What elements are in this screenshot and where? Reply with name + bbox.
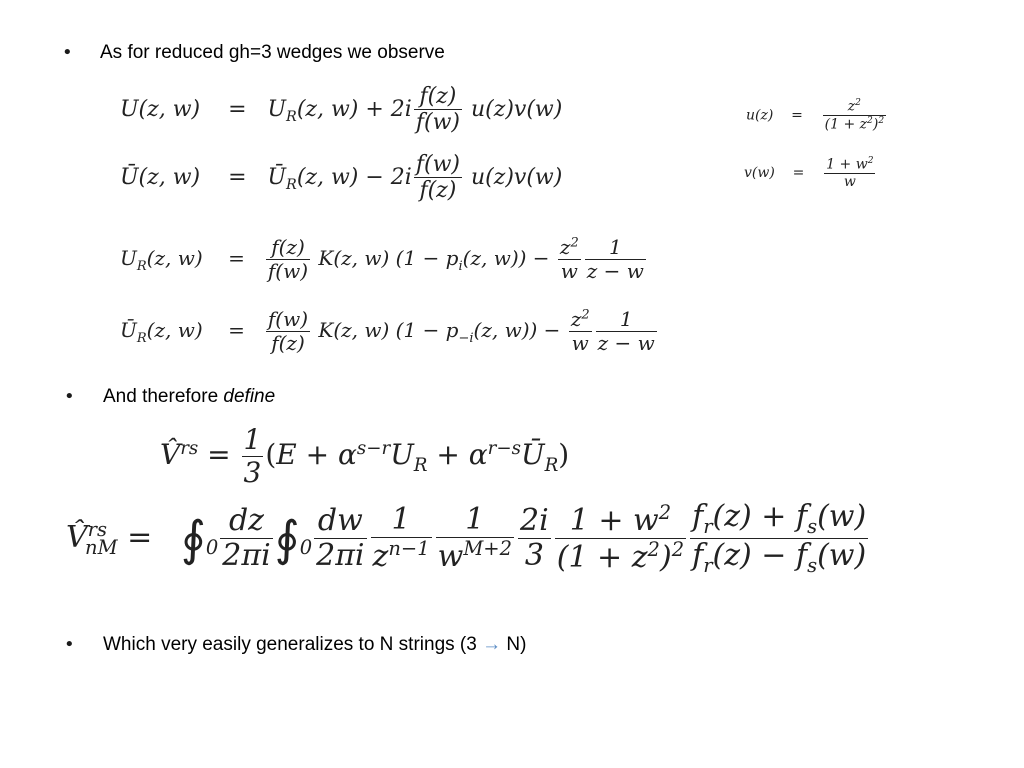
bullet-marker: • xyxy=(62,42,73,63)
bullet-text-2 xyxy=(103,386,275,408)
bullet-text-1: As for reduced gh=3 wedges we observe xyxy=(100,42,445,63)
bullet-text-3-post: N) xyxy=(501,634,527,655)
equation-v-hat-nm: V̂$^{rs}_{nM}$ = $∮_0$ $\frac{dz}{2\pi i}$ $∮_0$ $\frac{dw}{2\pi i}$ $\frac{1}{z^{n-1}}$ $\frac{1}{w^{M+2}}$ $\frac{2i}{3}$ $\frac{1 + w^2}{(1 + z^2)^2}$ $\frac{f_r(z) + f_s(w)}{f_r(z) - f_s(w)}$ xyxy=(66,499,867,578)
bullet-text-3 xyxy=(103,634,526,656)
bullet-text-2-plain: And therefore xyxy=(103,386,224,407)
bullet-text-3-pre: Which very easily generalizes to N strings (3 xyxy=(103,634,483,655)
equation-u-r: $U_R(z$, w) = $\frac{f(z)}{f(w)}$ K(z, w) ($1 - p_i(z$, w)) − $\frac{z^2}{w}$ $\frac{1}{z - w}$ xyxy=(120,235,644,283)
equation-v-hat: V̂$^{rs}$ = $\frac{1}{3}$ ($E + \alpha^{s-r}U_R$ + $\alpha^{r-s}Ū_R$) xyxy=(160,423,570,490)
equation-u: U(z, w) = $U_R(z$, w) + 2i $\frac{f(z)}{f(w)}$ u(z)v(w) xyxy=(120,84,563,136)
bullet-marker: • xyxy=(64,386,75,407)
equation-u-bar: Ū(z, w) = $Ū_R(z$, w) − 2i $\frac{f(w)}{f(z)}$ u(z)v(w) xyxy=(120,152,563,204)
arrow-icon: → xyxy=(482,634,502,655)
equation-u-r-bar: $Ū_R(z$, w) = $\frac{f(w)}{f(z)}$ K(z, w) ($1 - p_{-i}(z$, w)) − $\frac{z^2}{w}$ $\frac{1}{z - w}$ xyxy=(120,307,655,355)
bullet-marker: • xyxy=(64,634,75,655)
equation-v-of-w: v(w) = $\frac{1 + w^2}{w}$ xyxy=(744,156,874,190)
equation-u-of-z: u(z) = $\frac{z^2}{(1 + z^2)^2}$ xyxy=(746,98,885,133)
bullet-text-2-emphasis: define xyxy=(223,386,276,407)
